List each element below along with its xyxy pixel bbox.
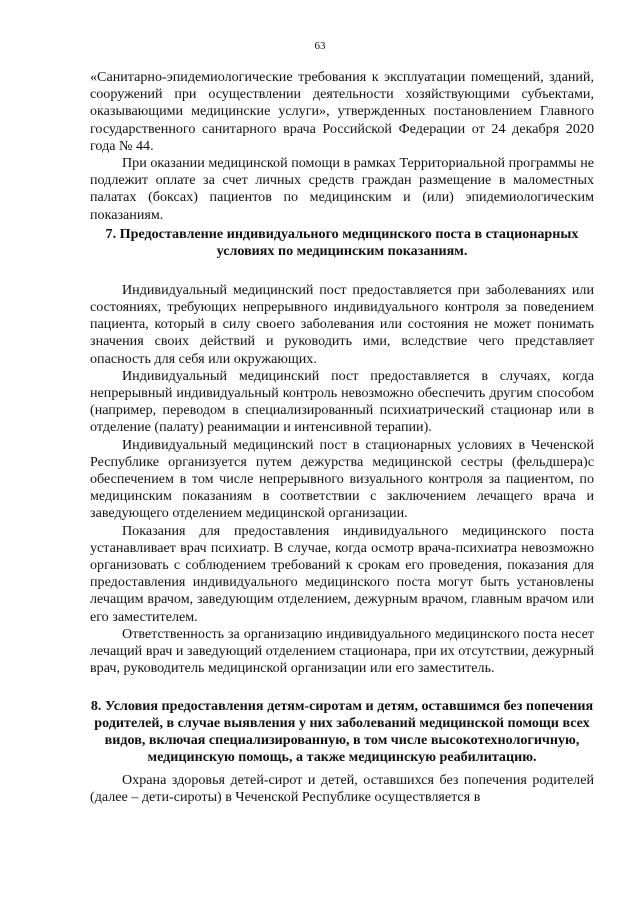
page-content: [90, 69, 594, 806]
section-7-heading: 7. Предоставление индивидуального медицинского поста в стационарных условиях по медицинским показаниям.: [105, 225, 579, 259]
section-7-paragraph: Индивидуальный медицинский пост предоставляется при заболеваниях или состояниях, требующих непрерывного индивидуального контроля за поведением пациента, который в силу своего заболевания или состояния не может понимать значения своих действий и руководить ими, вследствие чего представляет опасность для себя или окружающих.: [90, 281, 594, 367]
section-7-paragraph: Показания для предоставления индивидуального медицинского поста устанавливает врач психиатр. В случае, когда осмотр врача-психиатра невозможно организовать с соблюдением требований к срокам его проведения, показания для предоставления индивидуального медицинского поста могут быть установлены лечащим врачом, заведующим отделением, дежурным врачом, главным врачом или его заместителем.: [90, 522, 594, 625]
section-8-heading: 8. Условия предоставления детям-сиротам и детям, оставшимся без попечения родителей, в случае выявления у них заболеваний медицинской помощи всех видов, включая специализированную, в том числе высокотехнологичную, медицинскую помощь, а также медицинскую реабилитацию.: [90, 697, 594, 765]
page-number: 63: [314, 40, 326, 52]
section-8-paragraph: Охрана здоровья детей-сирот и детей, оставшихся без попечения родителей (далее – дети-сироты) в Чеченской Республике осуществляется в: [90, 771, 594, 805]
section-7-paragraph: Ответственность за организацию индивидуального медицинского поста несет лечащий врач и заведующий отделением стационара, при их отсутствии, дежурный врач, руководитель медицинской организации или его заместитель.: [90, 625, 594, 677]
paragraph-ward-placement: При оказании медицинской помощи в рамках Территориальной программы не подлежит оплате за счет личных средств граждан размещение в маломестных палатах (боксах) пациентов по медицинским и (или) эпидемиологическим показаниям.: [90, 155, 594, 223]
section-7-paragraph: Индивидуальный медицинский пост в стационарных условиях в Чеченской Республике организуется путем дежурства медицинской сестры (фельдшера)с обеспечением в том числе непрерывного визуального контроля за пациентом, по медицинским показаниям в соответствии с заключением лечащего врача и заведующего отделением медицинской организации.: [90, 436, 594, 522]
section-7-paragraph: Индивидуальный медицинский пост предоставляется в случаях, когда непрерывный индивидуальный контроль невозможно обеспечить другим способом (например, переводом в специализированный психиатрический стационар или в отделение (палату) реанимации и интенсивной терапии).: [90, 367, 594, 436]
paragraph-sanpin-reference: «Санитарно-эпидемиологические требования к эксплуатации помещений, зданий, сооружений при осуществлении деятельности хозяйствующими субъектами, оказывающими медицинские услуги», утвержденных постановлением Главного государственного санитарного врача Российской Федерации от 24 декабря 2020 года № 44.: [90, 69, 594, 154]
